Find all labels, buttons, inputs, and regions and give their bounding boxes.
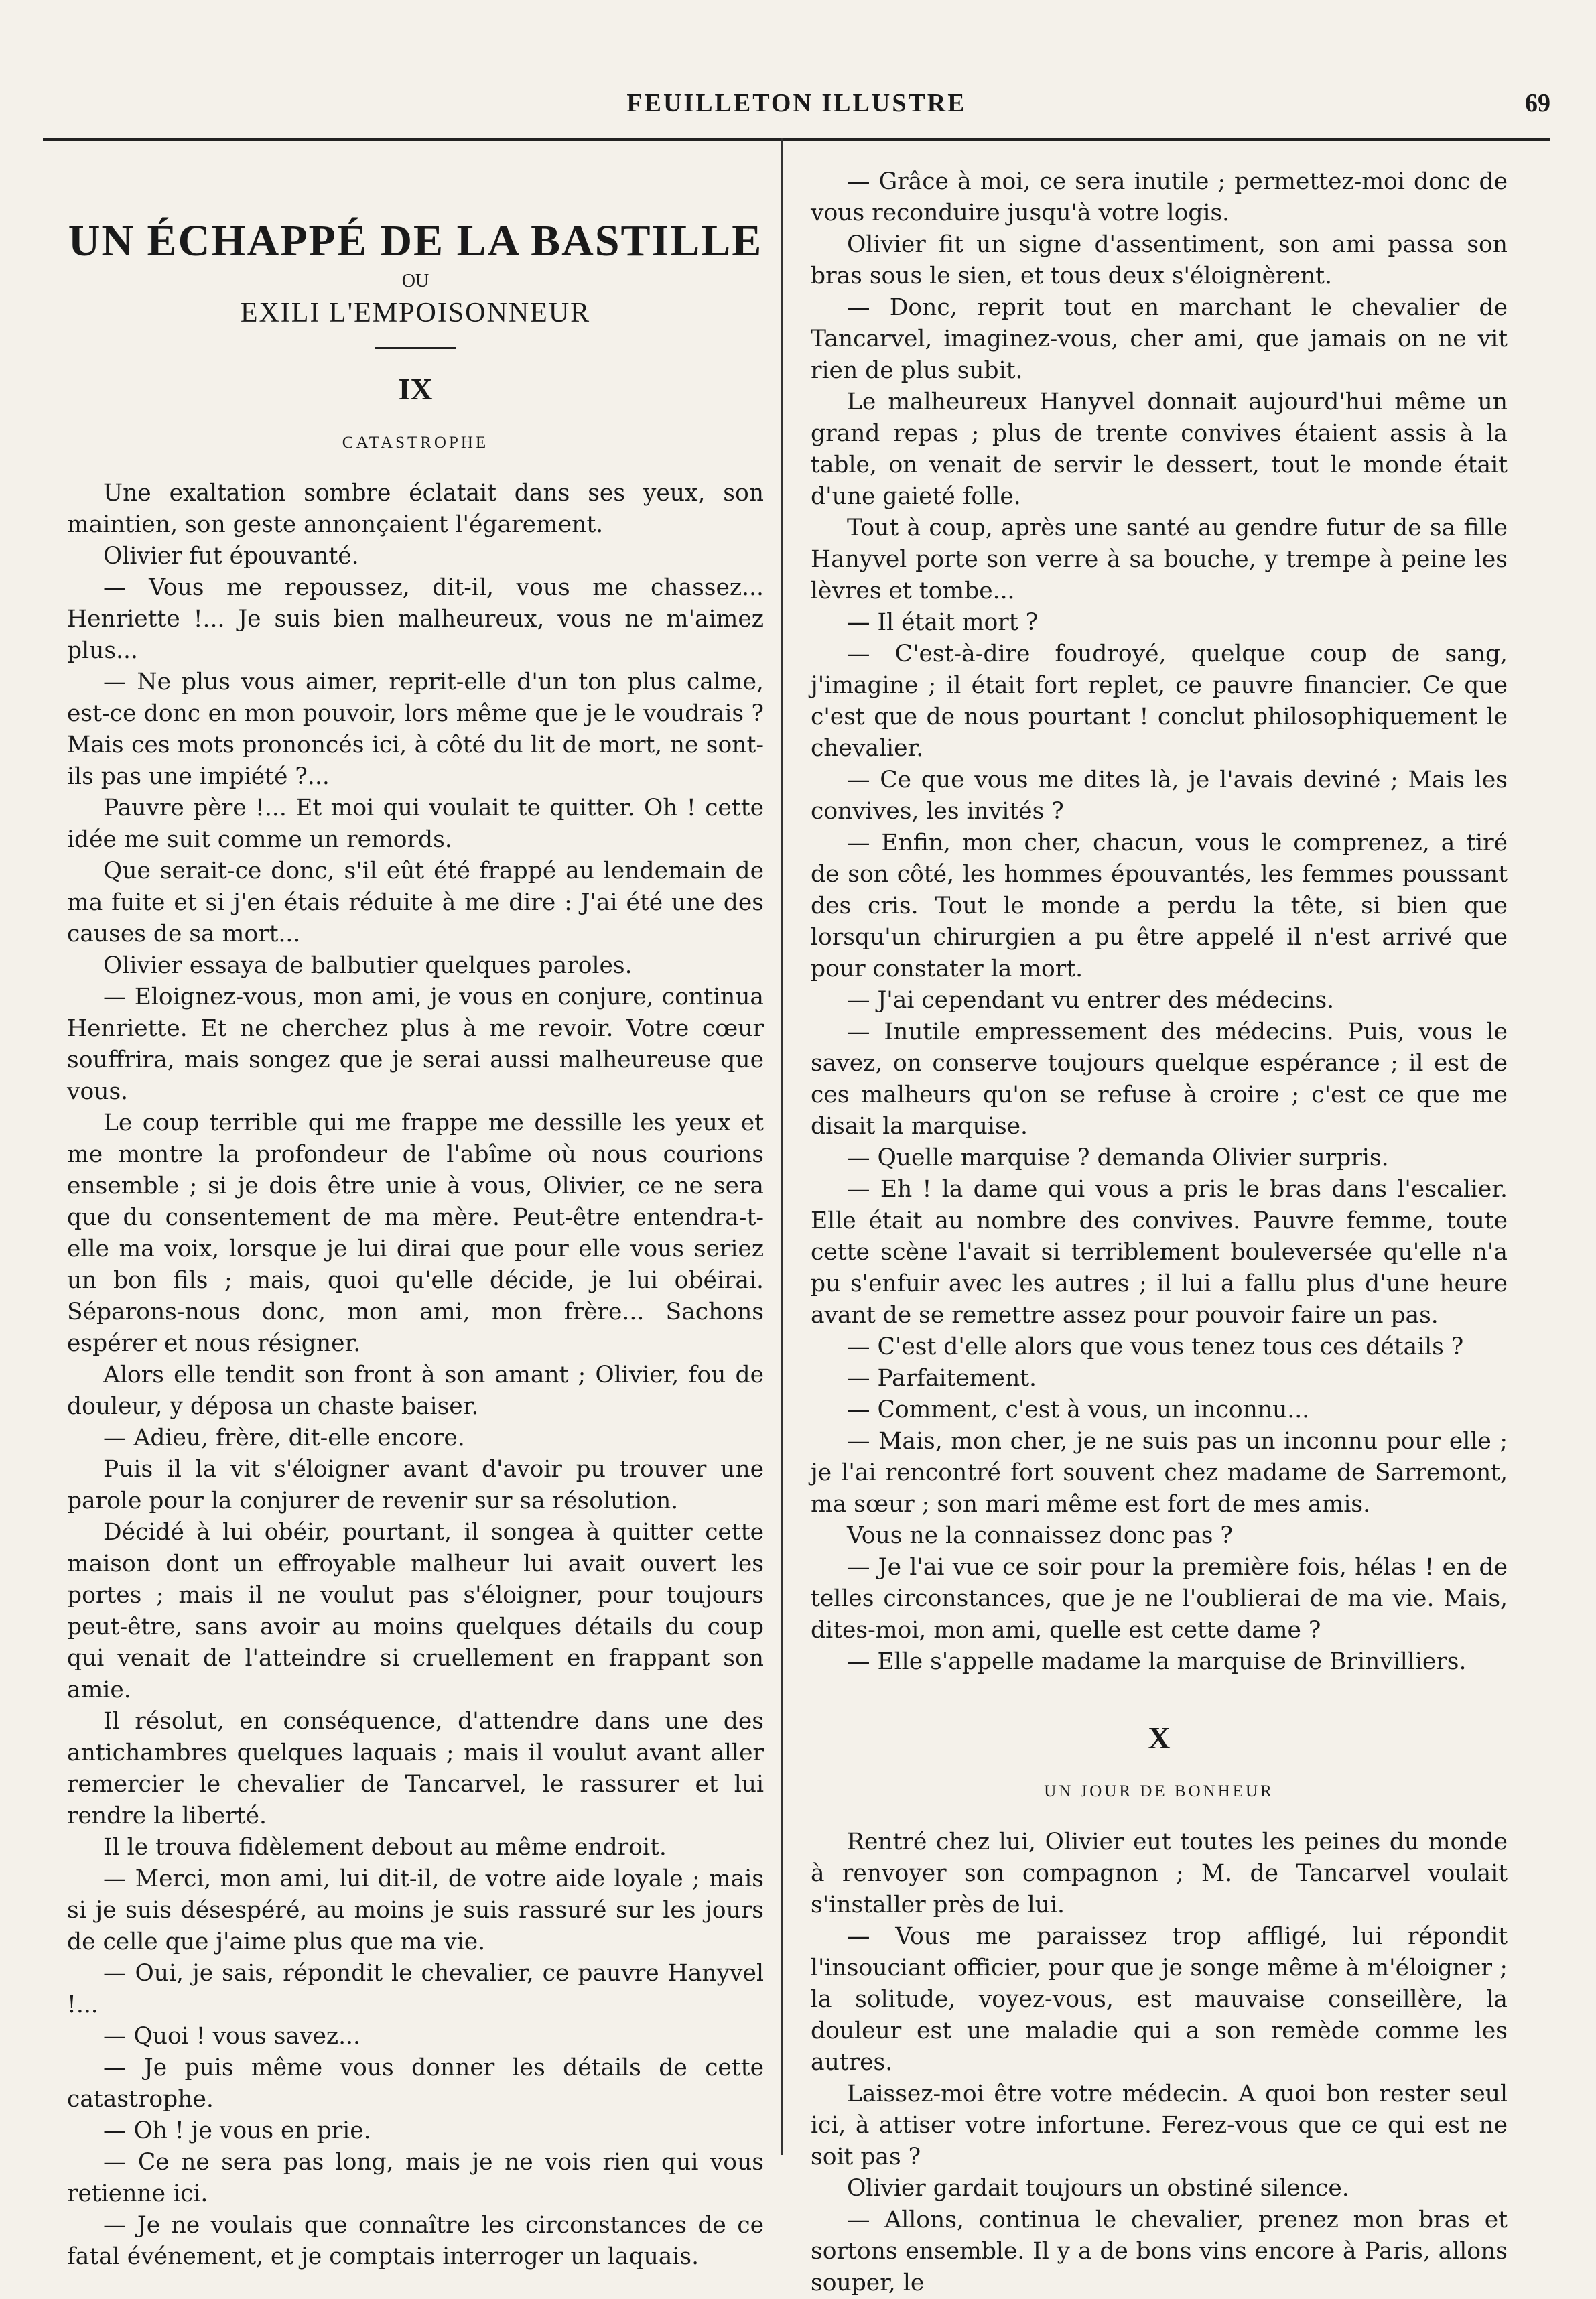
- paragraph: Alors elle tendit son front à son amant ; Olivier, fou de douleur, y déposa un chaste baiser.: [67, 1362, 764, 1420]
- right-paragraphs-top: [811, 166, 1508, 1678]
- paragraph: — Merci, mon ami, lui dit-il, de votre aide loyale ; mais si je suis désespéré, au moins je suis rassuré sur les jours de celle que j'aime plus que ma vie.: [67, 1865, 764, 1955]
- paragraph: — Quelle marquise ? demanda Olivier surpris.: [847, 1144, 1389, 1171]
- paragraph: — Je l'ai vue ce soir pour la première fois, hélas ! en de telles circonstances, que je ne l'oublierai de ma vie. Mais, dites-moi, mon ami, quelle est cette dame ?: [811, 1554, 1508, 1644]
- title-or: OU: [401, 271, 429, 291]
- paragraph: Olivier gardait toujours un obstiné silence.: [847, 2175, 1349, 2202]
- paragraph: — Vous me paraissez trop affligé, lui répondit l'insouciant officier, pour que je songe même à m'éloigner ; la solitude, voyez-vous, est mauvaise conseillère, la douleur est une maladie qui a son remède comme les autres.: [811, 1923, 1508, 2076]
- paragraph: — Il était mort ?: [847, 609, 1039, 636]
- paragraph: — Allons, continua le chevalier, prenez mon bras et sortons ensemble. Il y a de bons vins encore à Paris, allons souper, le: [811, 2207, 1508, 2296]
- running-title: FEUILLETON ILLUSTRE: [626, 89, 967, 117]
- paragraph: Olivier fut épouvanté.: [103, 543, 359, 570]
- left-paragraphs: [67, 478, 764, 2273]
- chapter-title: CATASTROPHE: [342, 434, 489, 452]
- paragraph: — Oui, je sais, répondit le chevalier, ce pauvre Hanyvel !...: [67, 1960, 764, 2018]
- paragraph: — Mais, mon cher, je ne suis pas un inconnu pour elle ; je l'ai rencontré fort souvent chez madame de Sarremont, ma sœur ; son mari même est fort de mes amis.: [811, 1428, 1508, 1518]
- left-column: [67, 161, 764, 2273]
- paragraph: — Quoi ! vous savez...: [103, 2023, 360, 2050]
- paragraph: — Comment, c'est à vous, un inconnu...: [847, 1396, 1310, 1423]
- article-subtitle: EXILI L'EMPOISONNEUR: [240, 298, 591, 328]
- paragraph: — C'est d'elle alors que vous tenez tous ces détails ?: [847, 1333, 1464, 1360]
- article-title: UN ÉCHAPPÉ DE LA BASTILLE: [68, 216, 763, 265]
- paragraph: — Ce que vous me dites là, je l'avais deviné ; Mais les convives, les invités ?: [811, 767, 1508, 825]
- paragraph: Olivier essaya de balbutier quelques paroles.: [103, 952, 633, 979]
- paragraph: — Ne plus vous aimer, reprit-elle d'un ton plus calme, est-ce donc en mon pouvoir, lors même que je le voudrais ? Mais ces mots prononcés ici, à côté du lit de mort, ne sont-ils pas une impiété ?...: [67, 669, 764, 790]
- paragraph: — C'est-à-dire foudroyé, quelque coup de sang, j'imagine ; il était fort replet, ce pauvre financier. Ce que c'est que de nous pourtant ! conclut philosophiquement le chevalier.: [811, 641, 1508, 762]
- paragraph: Que serait-ce donc, s'il eût été frappé au lendemain de ma fuite et si j'en étais réduite à me dire : J'ai été une des causes de sa mort...: [67, 858, 764, 947]
- chapter-number-2: X: [1148, 1721, 1171, 1755]
- chapter-title-2: UN JOUR DE BONHEUR: [1044, 1782, 1274, 1800]
- paragraph: — Je ne voulais que connaître les circonstances de ce fatal événement, et je comptais interroger un laquais.: [67, 2212, 764, 2270]
- paragraph: — Donc, reprit tout en marchant le chevalier de Tancarvel, imaginez-vous, cher ami, que jamais on ne vit rien de plus subit.: [811, 294, 1508, 384]
- page-number: 69: [1525, 89, 1550, 117]
- paragraph: — Adieu, frère, dit-elle encore.: [103, 1425, 465, 1451]
- paragraph: Le malheureux Hanyvel donnait aujourd'hui même un grand repas ; plus de trente convives étaient assis à la table, on venait de servir le dessert, tout le monde était d'une gaieté folle.: [811, 389, 1508, 510]
- paragraph: — Inutile empressement des médecins. Puis, vous le savez, on conserve toujours quelque espérance ; il est de ces malheurs qu'on se refuse à croire ; c'est ce que me disait la marquise.: [811, 1019, 1508, 1140]
- paragraph: — Je puis même vous donner les détails de cette catastrophe.: [67, 2054, 764, 2113]
- paragraph: Décidé à lui obéir, pourtant, il songea à quitter cette maison dont un effroyable malheur lui avait ouvert les portes ; mais il ne voulut pas s'éloigner, pour toujours peut-être, sans avoir au moins quelques détails du coup qui venait de l'atteindre si cruellement en frappant son amie.: [67, 1519, 764, 1703]
- paragraph: — Parfaitement.: [847, 1365, 1037, 1392]
- paragraph: Une exaltation sombre éclatait dans ses yeux, son maintien, son geste annonçaient l'égarement.: [67, 480, 764, 538]
- paragraph: — Elle s'appelle madame la marquise de Brinvilliers.: [847, 1648, 1467, 1675]
- paragraph: Le coup terrible qui me frappe me dessille les yeux et me montre la profondeur de l'abîme où nous courions ensemble ; si je dois être unie à vous, Olivier, ce ne sera que du consentement de ma mère. Peut-être entendra-t-elle ma voix, lorsque je lui dirai que pour elle vous seriez un bon fils ; mais, quoi qu'elle décide, je lui obéirai. Séparons-nous donc, mon ami, mon frère... Sachons espérer et nous résigner.: [67, 1110, 764, 1357]
- right-column: [811, 166, 1508, 2299]
- paragraph: — Ce ne sera pas long, mais je ne vois rien qui vous retienne ici.: [67, 2149, 764, 2207]
- right-paragraphs-bottom: [811, 1827, 1508, 2299]
- column-divider: [781, 138, 783, 2155]
- paragraph: Puis il la vit s'éloigner avant d'avoir pu trouver une parole pour la conjurer de revenir sur sa résolution.: [67, 1456, 764, 1514]
- paragraph: — Oh ! je vous en prie.: [103, 2117, 371, 2144]
- paragraph: Rentré chez lui, Olivier eut toutes les peines du monde à renvoyer son compagnon ; M. de Tancarvel voulait s'installer près de lui.: [811, 1829, 1508, 1918]
- paragraph: Olivier fit un signe d'assentiment, son ami passa son bras sous le sien, et tous deux s'éloignèrent.: [811, 231, 1508, 289]
- paragraph: — Grâce à moi, ce sera inutile ; permettez-moi donc de vous reconduire jusqu'à votre logis.: [811, 168, 1508, 226]
- paragraph: — Vous me repoussez, dit-il, vous me chassez... Henriette !... Je suis bien malheureux, vous ne m'aimez plus...: [67, 574, 764, 664]
- title-rule: [375, 347, 456, 349]
- paragraph: — Enfin, mon cher, chacun, vous le comprenez, a tiré de son côté, les hommes épouvantés, les femmes poussant des cris. Tout le monde a perdu la tête, si bien que lorsqu'un chirurgien a pu être appelé il n'est arrivé que pour constater la mort.: [811, 830, 1508, 982]
- paragraph: — Eloignez-vous, mon ami, je vous en conjure, continua Henriette. Et ne cherchez plus à me revoir. Votre cœur souffrira, mais songez que je serai aussi malheureuse que vous.: [67, 984, 764, 1105]
- paragraph: Pauvre père !... Et moi qui voulait te quitter. Oh ! cette idée me suit comme un remords.: [67, 795, 764, 853]
- page-header: [43, 79, 1550, 133]
- header-rule: [43, 138, 1550, 141]
- paragraph: — Eh ! la dame qui vous a pris le bras dans l'escalier. Elle était au nombre des convives. Pauvre femme, toute cette scène l'avait si terriblement bouleversée qu'elle n'a pu s'enfuir avec les autres ; il lui a fallu plus d'une heure avant de se remettre assez pour pouvoir faire un pas.: [811, 1176, 1508, 1329]
- paragraph: Il résolut, en conséquence, d'attendre dans une des antichambres quelques laquais ; mais il voulut avant aller remercier le chevalier de Tancarvel, le rassurer et lui rendre la liberté.: [67, 1708, 764, 1829]
- paragraph: Laissez-moi être votre médecin. A quoi bon rester seul ici, à attiser votre infortune. Ferez-vous que ce qui est ne soit pas ?: [811, 2081, 1508, 2170]
- paragraph: Vous ne la connaissez donc pas ?: [847, 1522, 1233, 1549]
- paragraph: — J'ai cependant vu entrer des médecins.: [847, 987, 1335, 1014]
- chapter-number: IX: [398, 372, 433, 406]
- paragraph: Il le trouva fidèlement debout au même endroit.: [103, 1834, 667, 1861]
- paragraph: Tout à coup, après une santé au gendre futur de sa fille Hanyvel porte son verre à sa bouche, y trempe à peine les lèvres et tombe...: [811, 515, 1508, 604]
